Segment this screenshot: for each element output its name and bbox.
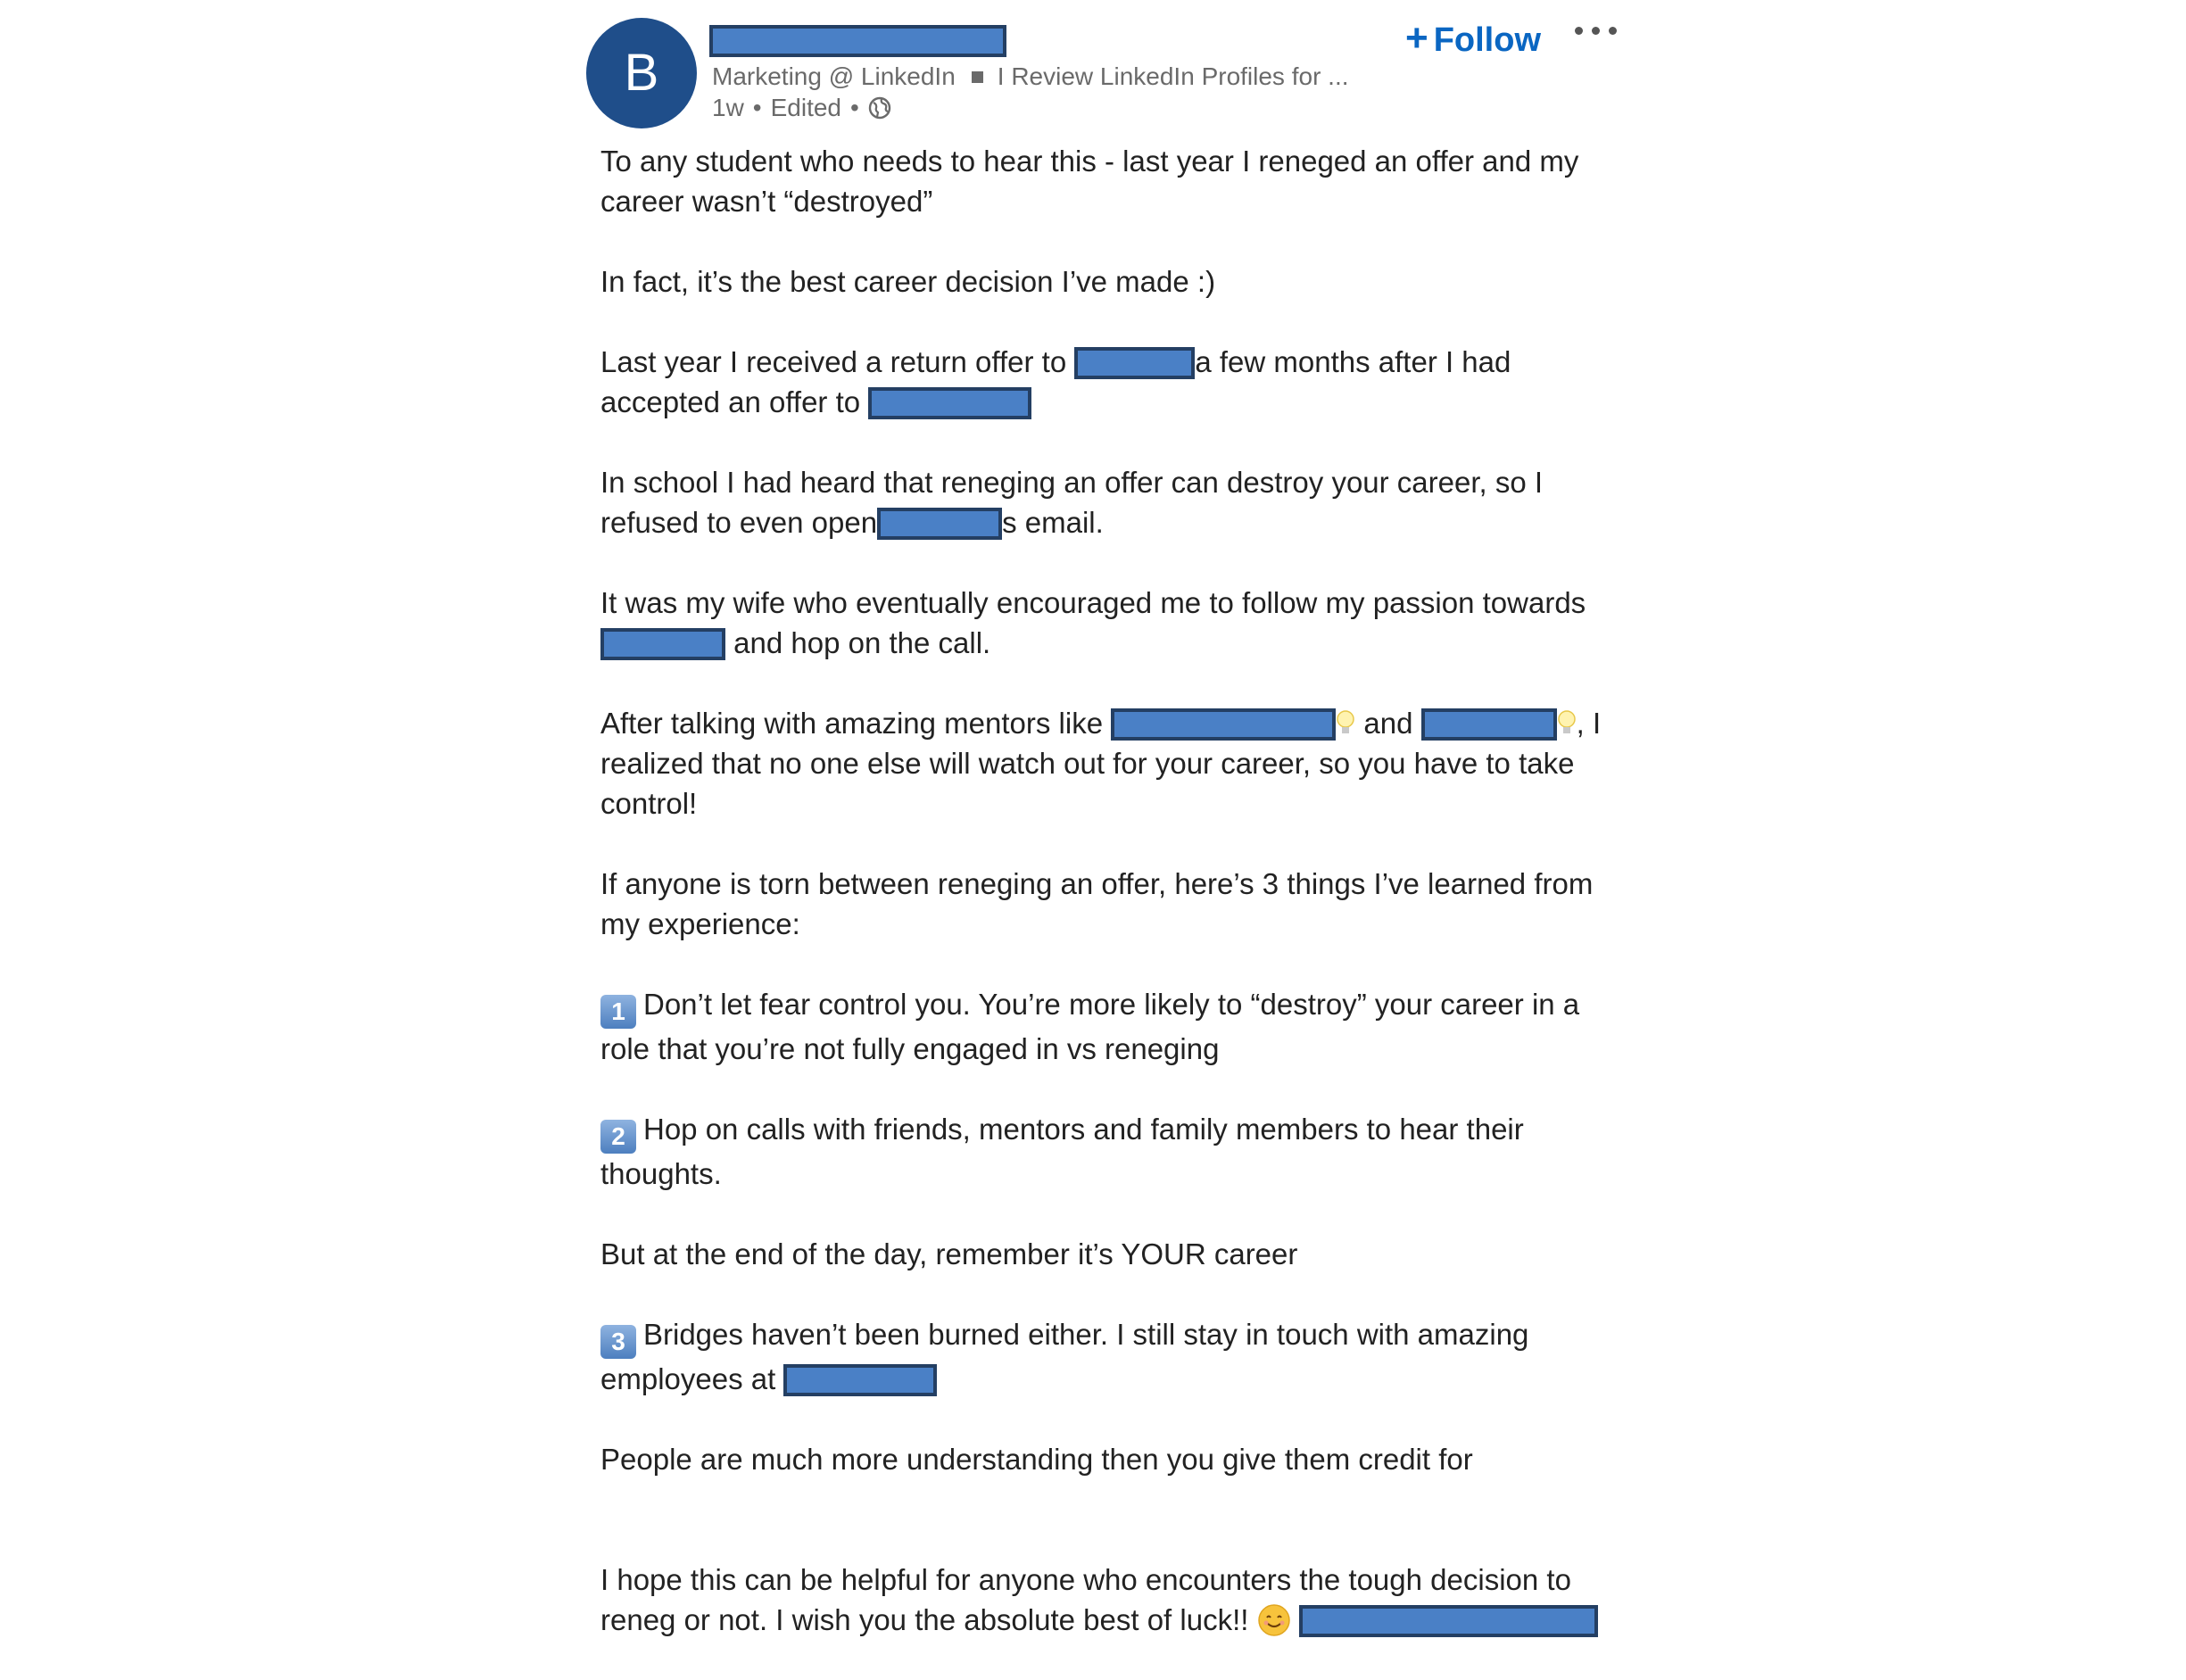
- headline-text: Marketing @ LinkedIn: [712, 62, 956, 90]
- post-text: In school I had heard that reneging an offer can destroy your career, so I refused to even open: [600, 466, 1544, 539]
- post-text: Hop on calls with friends, mentors and family members to hear their thoughts.: [600, 1113, 1524, 1190]
- edited-label: Edited: [770, 94, 842, 121]
- redacted-company[interactable]: [600, 628, 725, 660]
- dot-icon: [1609, 27, 1617, 35]
- dot-icon: [1592, 27, 1600, 35]
- post-text: a few months after I had accepted an offer to: [600, 345, 1511, 418]
- linkedin-post: [571, 0, 1642, 1640]
- post-text: Last year I received a return offer to: [600, 345, 1075, 378]
- redacted-mention[interactable]: [1421, 708, 1557, 741]
- avatar[interactable]: B: [586, 18, 697, 128]
- meta-dot: •: [752, 94, 762, 121]
- post-paragraph: [600, 1560, 1635, 1640]
- globe-icon: [868, 96, 891, 120]
- post-paragraph: If anyone is torn between reneging an offer, here’s 3 things I’ve learned from my experience:: [600, 867, 1594, 940]
- keycap-three-icon: 3: [600, 1325, 636, 1359]
- follow-button[interactable]: [1405, 16, 1541, 61]
- redacted-company[interactable]: [877, 508, 1002, 540]
- post-paragraph: [600, 462, 1635, 542]
- post-paragraph: [600, 984, 1635, 1069]
- post-text: and hop on the call.: [725, 626, 991, 659]
- headline-extra-text: I Review LinkedIn Profiles for ...: [997, 62, 1349, 90]
- keycap-two-icon: 2: [600, 1120, 636, 1154]
- post-body: [600, 141, 1635, 1680]
- redacted-company[interactable]: [783, 1364, 937, 1396]
- lightbulb-icon: [1336, 708, 1355, 739]
- lightbulb-icon: [1557, 708, 1577, 739]
- post-text: Bridges haven’t been burned either. I still stay in touch with amazing employees at: [600, 1318, 1529, 1395]
- post-paragraph: But at the end of the day, remember it’s YOUR career: [600, 1237, 1298, 1270]
- post-text: s email.: [1002, 506, 1104, 539]
- keycap-one-icon: 1: [600, 995, 636, 1029]
- smiling-face-icon: [1257, 1603, 1291, 1637]
- square-separator-icon: [972, 71, 983, 83]
- follow-label: Follow: [1433, 21, 1542, 59]
- meta-dot: •: [850, 94, 859, 121]
- redacted-hashtags[interactable]: [1299, 1605, 1598, 1637]
- post-text: Don’t let fear control you. You’re more likely to “destroy” your career in a role that you’re not fully engaged in vs reneging: [600, 988, 1580, 1065]
- post-time: 1w: [712, 94, 744, 121]
- post-text: , I realized that no one else will watch out for your career, so you have to take control!: [600, 707, 1602, 820]
- post-text: and: [1355, 707, 1421, 740]
- post-paragraph: [600, 342, 1635, 422]
- redacted-company[interactable]: [868, 387, 1031, 419]
- post-paragraph: [600, 1109, 1635, 1194]
- post-paragraph: [600, 703, 1635, 823]
- post-text: I hope this can be helpful for anyone who encounters the tough decision to reneg or not. I wish you the absolute best of luck!!: [600, 1563, 1571, 1636]
- redacted-mention[interactable]: [1111, 708, 1336, 741]
- post-text: After talking with amazing mentors like: [600, 707, 1112, 740]
- redacted-author-name[interactable]: [709, 25, 1006, 57]
- post-paragraph: To any student who needs to hear this - last year I reneged an offer and my career wasn’t “destroyed”: [600, 145, 1579, 218]
- dot-icon: [1575, 27, 1583, 35]
- post-paragraph: In fact, it’s the best career decision I’ve made :): [600, 265, 1216, 298]
- post-text: It was my wife who eventually encouraged me to follow my passion towards: [600, 586, 1586, 619]
- post-meta: [712, 94, 891, 122]
- post-paragraph: [600, 1314, 1635, 1399]
- plus-icon: +: [1405, 16, 1428, 60]
- more-options-icon[interactable]: [1575, 27, 1617, 35]
- post-paragraph: [600, 583, 1635, 663]
- post-paragraph: People are much more understanding then you give them credit for: [600, 1443, 1473, 1476]
- redacted-company[interactable]: [1074, 347, 1195, 379]
- author-headline: [712, 62, 1349, 91]
